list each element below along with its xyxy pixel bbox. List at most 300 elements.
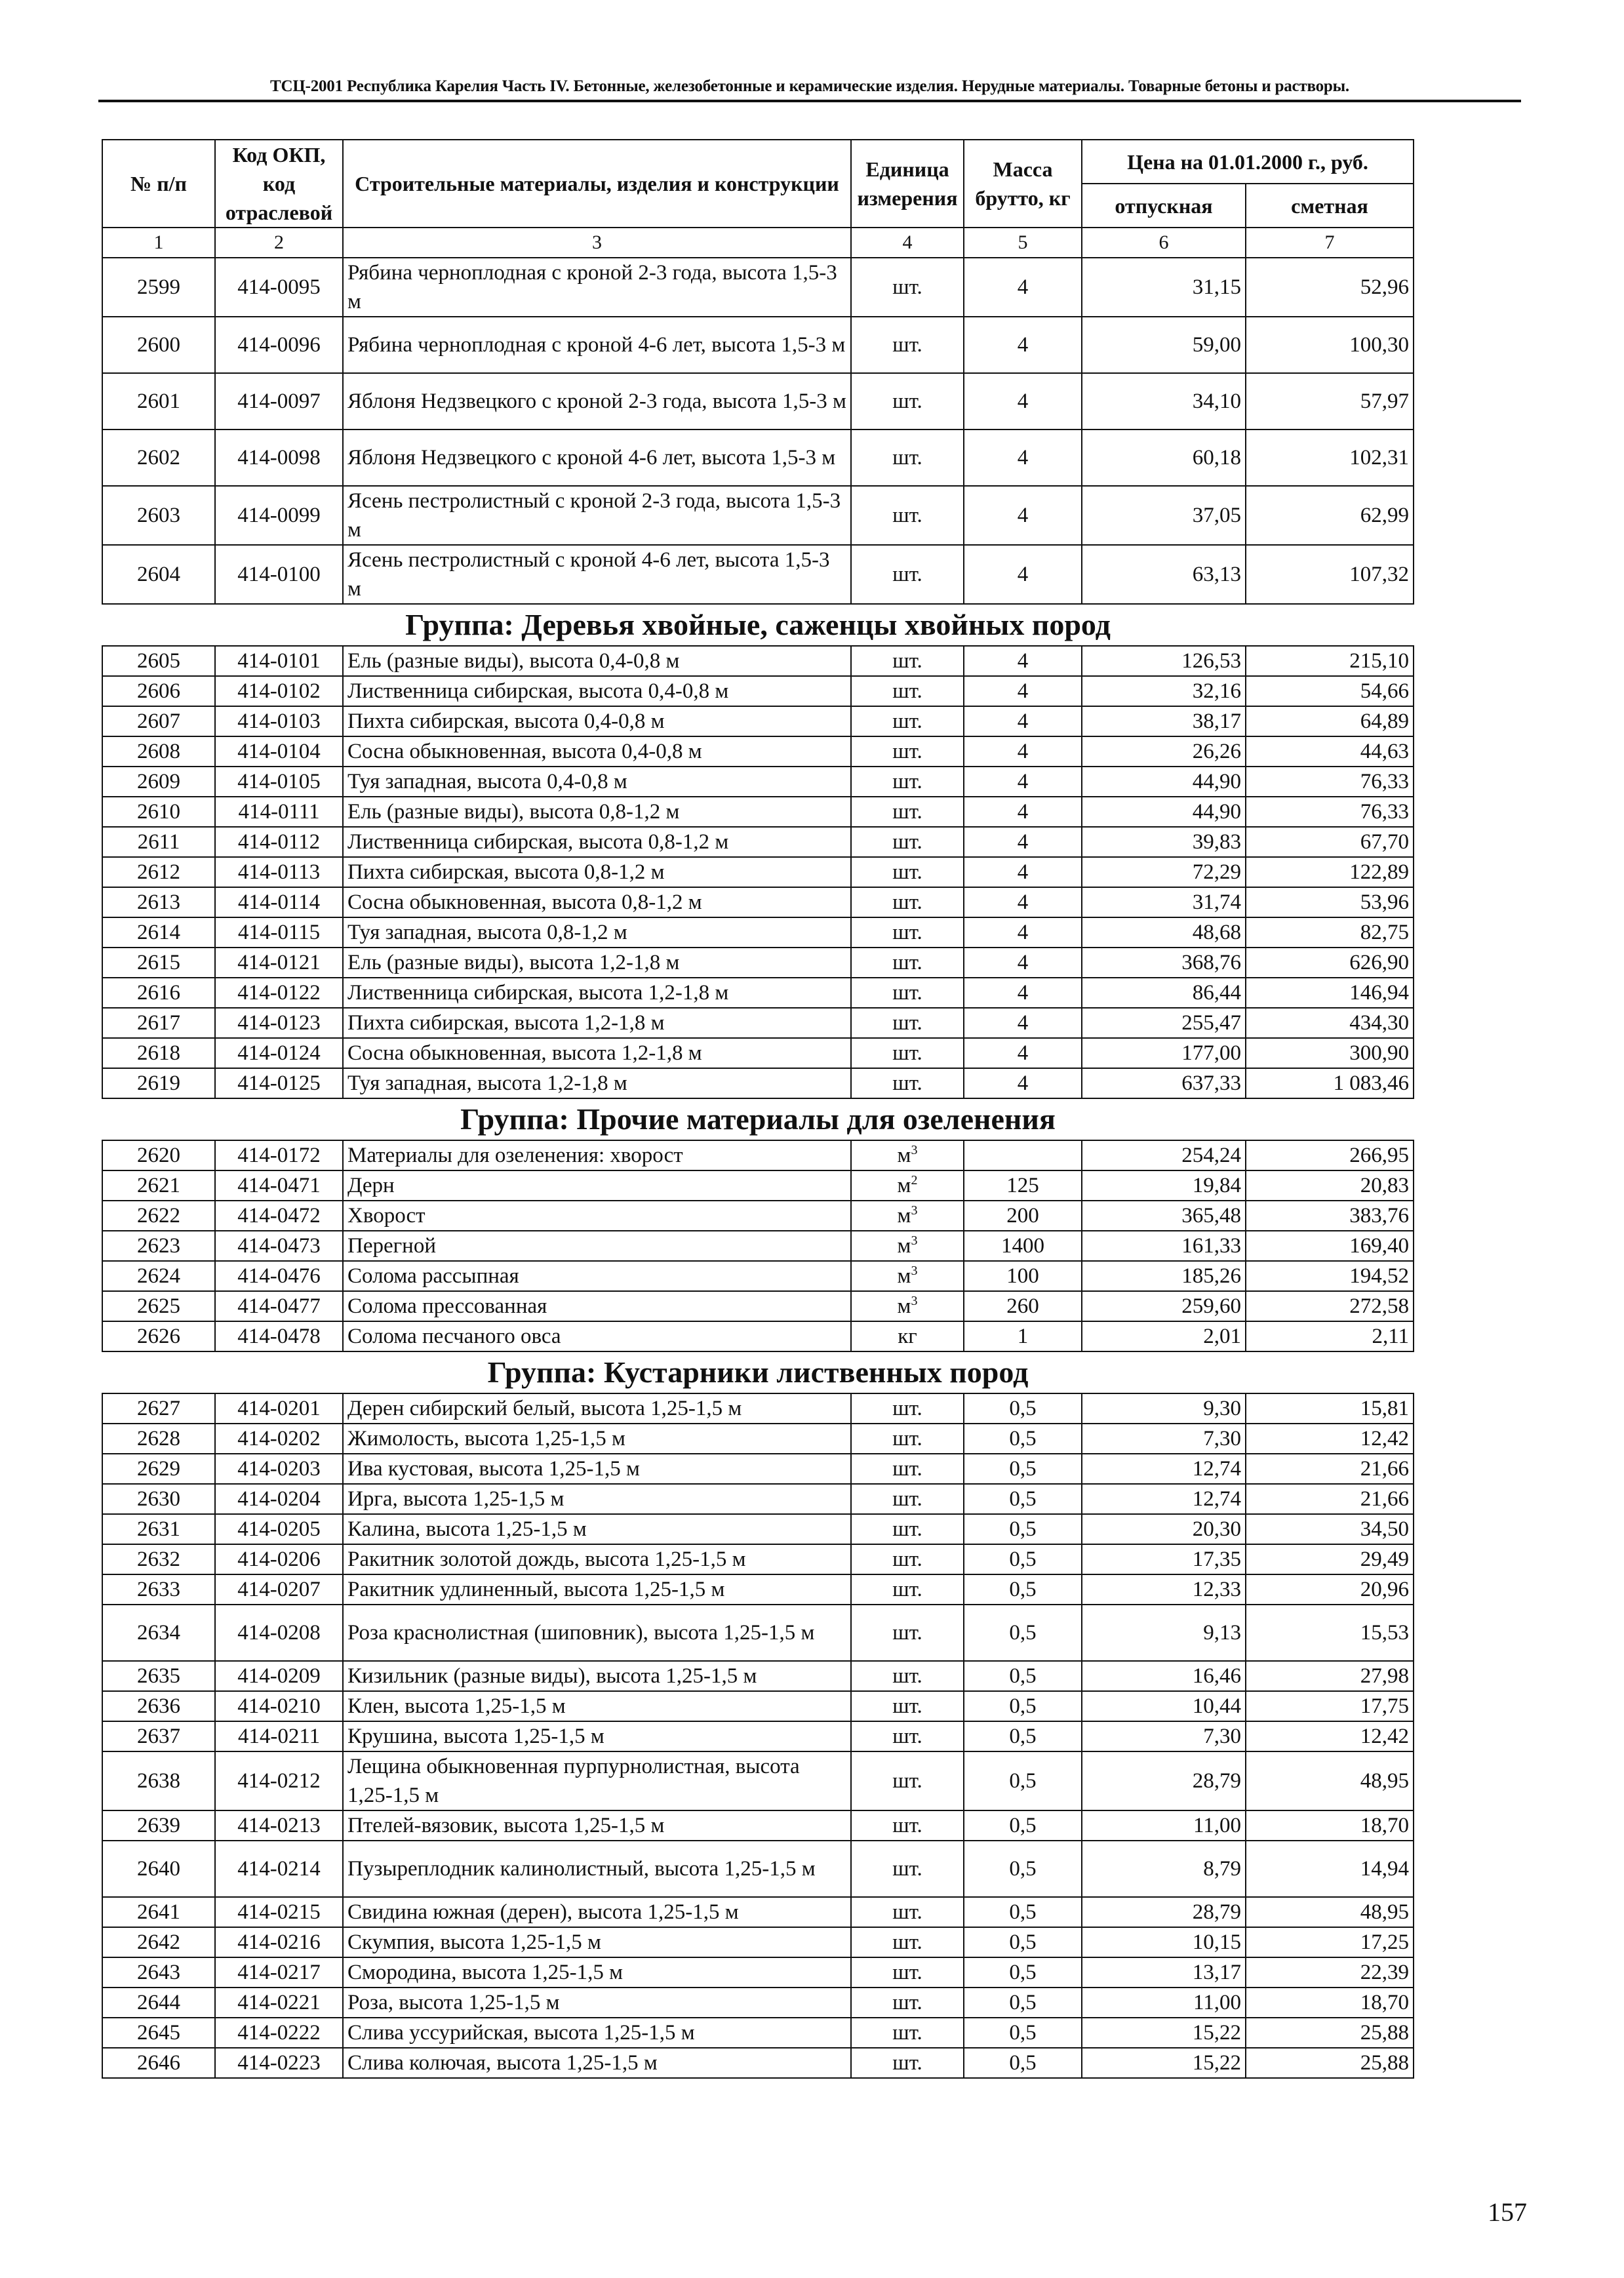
cell-mass: 4: [964, 486, 1082, 545]
cell-num: 2625: [102, 1291, 215, 1321]
cell-code: 414-0123: [215, 1008, 343, 1038]
col-header-release: отпускная: [1082, 184, 1246, 228]
cell-code: 414-0111: [215, 797, 343, 827]
cell-num: 2600: [102, 317, 215, 373]
cell-mass: 0,5: [964, 1988, 1082, 2018]
cell-mass: 260: [964, 1291, 1082, 1321]
cell-code: 414-0101: [215, 646, 343, 676]
unit-exponent: 3: [911, 1294, 918, 1308]
table-row: [102, 1927, 1414, 1957]
cell-name: Рябина черноплодная с кроной 4-6 лет, высота 1,5-3 м: [343, 317, 851, 373]
cell-name: Материалы для озеленения: хворост: [343, 1140, 851, 1170]
cell-release-price: 37,05: [1082, 486, 1246, 545]
column-number: 4: [851, 228, 964, 258]
cell-estimate-price: 12,42: [1246, 1721, 1414, 1751]
cell-code: 414-0212: [215, 1751, 343, 1810]
column-number: 7: [1246, 228, 1414, 258]
cell-release-price: 7,30: [1082, 1721, 1246, 1751]
cell-release-price: 28,79: [1082, 1897, 1246, 1927]
cell-unit: шт.: [851, 545, 964, 604]
table-row: [102, 1484, 1414, 1514]
table-row: [102, 1751, 1414, 1810]
cell-estimate-price: 14,94: [1246, 1841, 1414, 1897]
cell-name: Дерен сибирский белый, высота 1,25-1,5 м: [343, 1393, 851, 1424]
cell-code: 414-0217: [215, 1957, 343, 1988]
cell-name: Ива кустовая, высота 1,25-1,5 м: [343, 1454, 851, 1484]
table-row: [102, 1140, 1414, 1170]
cell-num: 2613: [102, 887, 215, 917]
cell-mass: 4: [964, 706, 1082, 736]
cell-unit: шт.: [851, 917, 964, 948]
cell-mass: 1400: [964, 1231, 1082, 1261]
cell-unit: [851, 1231, 964, 1261]
cell-unit: шт.: [851, 1544, 964, 1574]
cell-name: Клен, высота 1,25-1,5 м: [343, 1691, 851, 1721]
cell-name: Птелей-вязовик, высота 1,25-1,5 м: [343, 1810, 851, 1841]
cell-release-price: 31,15: [1082, 258, 1246, 317]
cell-num: 2644: [102, 1988, 215, 2018]
group-heading-row: [102, 1098, 1414, 1140]
cell-code: 414-0203: [215, 1454, 343, 1484]
table-row: [102, 1008, 1414, 1038]
cell-estimate-price: 25,88: [1246, 2048, 1414, 2078]
cell-estimate-price: 52,96: [1246, 258, 1414, 317]
cell-num: 2634: [102, 1605, 215, 1661]
cell-estimate-price: 194,52: [1246, 1261, 1414, 1291]
cell-name: Кизильник (разные виды), высота 1,25-1,5 м: [343, 1661, 851, 1691]
cell-unit: шт.: [851, 2048, 964, 2078]
cell-num: 2604: [102, 545, 215, 604]
cell-code: 414-0112: [215, 827, 343, 857]
cell-code: 414-0221: [215, 1988, 343, 2018]
cell-num: 2621: [102, 1170, 215, 1201]
cell-num: 2637: [102, 1721, 215, 1751]
cell-mass: 0,5: [964, 1810, 1082, 1841]
cell-estimate-price: 76,33: [1246, 797, 1414, 827]
cell-name: Туя западная, высота 0,4-0,8 м: [343, 767, 851, 797]
unit-base: м: [897, 1144, 911, 1167]
cell-release-price: 16,46: [1082, 1661, 1246, 1691]
table-row: [102, 827, 1414, 857]
cell-name: Дерн: [343, 1170, 851, 1201]
cell-estimate-price: 1 083,46: [1246, 1068, 1414, 1098]
cell-mass: 0,5: [964, 1691, 1082, 1721]
cell-unit: [851, 1201, 964, 1231]
cell-num: 2624: [102, 1261, 215, 1291]
cell-mass: 4: [964, 317, 1082, 373]
cell-num: 2641: [102, 1897, 215, 1927]
cell-estimate-price: 15,81: [1246, 1393, 1414, 1424]
cell-estimate-price: 44,63: [1246, 736, 1414, 767]
table-row: [102, 1038, 1414, 1068]
cell-mass: 0,5: [964, 1841, 1082, 1897]
cell-release-price: 10,15: [1082, 1927, 1246, 1957]
cell-unit: шт.: [851, 486, 964, 545]
column-number: 3: [343, 228, 851, 258]
table-row: [102, 430, 1414, 486]
cell-estimate-price: 22,39: [1246, 1957, 1414, 1988]
cell-name: Пихта сибирская, высота 0,4-0,8 м: [343, 706, 851, 736]
cell-code: 414-0095: [215, 258, 343, 317]
table-row: [102, 1841, 1414, 1897]
cell-code: 414-0122: [215, 978, 343, 1008]
cell-num: 2633: [102, 1574, 215, 1605]
col-header-code: Код ОКП, код отраслевой: [215, 140, 343, 228]
table-row: [102, 646, 1414, 676]
cell-name: Яблоня Недзвецкого с кроной 2-3 года, высота 1,5-3 м: [343, 373, 851, 430]
column-number: 5: [964, 228, 1082, 258]
cell-code: 414-0478: [215, 1321, 343, 1351]
cell-estimate-price: 272,58: [1246, 1291, 1414, 1321]
cell-release-price: 365,48: [1082, 1201, 1246, 1231]
cell-mass: 0,5: [964, 1454, 1082, 1484]
cell-name: Сосна обыкновенная, высота 1,2-1,8 м: [343, 1038, 851, 1068]
cell-name: Сосна обыкновенная, высота 0,4-0,8 м: [343, 736, 851, 767]
cell-estimate-price: 53,96: [1246, 887, 1414, 917]
cell-mass: 4: [964, 767, 1082, 797]
cell-num: 2632: [102, 1544, 215, 1574]
cell-unit: шт.: [851, 258, 964, 317]
table-row: [102, 1574, 1414, 1605]
cell-code: 414-0104: [215, 736, 343, 767]
cell-name: Ель (разные виды), высота 0,8-1,2 м: [343, 797, 851, 827]
group-heading: Группа: Прочие материалы для озеленения: [102, 1098, 1414, 1140]
cell-code: 414-0213: [215, 1810, 343, 1841]
cell-release-price: 368,76: [1082, 948, 1246, 978]
cell-num: 2620: [102, 1140, 215, 1170]
cell-estimate-price: 17,75: [1246, 1691, 1414, 1721]
cell-estimate-price: 48,95: [1246, 1897, 1414, 1927]
cell-num: 2609: [102, 767, 215, 797]
cell-name: Туя западная, высота 0,8-1,2 м: [343, 917, 851, 948]
cell-release-price: 161,33: [1082, 1231, 1246, 1261]
cell-mass: 100: [964, 1261, 1082, 1291]
cell-release-price: 86,44: [1082, 978, 1246, 1008]
cell-unit: шт.: [851, 317, 964, 373]
cell-name: Солома прессованная: [343, 1291, 851, 1321]
cell-release-price: 185,26: [1082, 1261, 1246, 1291]
table-row: [102, 486, 1414, 545]
cell-unit: шт.: [851, 1008, 964, 1038]
cell-code: 414-0207: [215, 1574, 343, 1605]
cell-code: 414-0222: [215, 2018, 343, 2048]
cell-name: Пихта сибирская, высота 0,8-1,2 м: [343, 857, 851, 887]
cell-unit: [851, 1170, 964, 1201]
cell-num: 2622: [102, 1201, 215, 1231]
cell-release-price: 19,84: [1082, 1170, 1246, 1201]
cell-code: 414-0097: [215, 373, 343, 430]
cell-mass: 4: [964, 887, 1082, 917]
cell-code: 414-0114: [215, 887, 343, 917]
cell-release-price: 60,18: [1082, 430, 1246, 486]
cell-mass: 0,5: [964, 1927, 1082, 1957]
cell-mass: 0,5: [964, 2018, 1082, 2048]
cell-unit: шт.: [851, 1454, 964, 1484]
cell-mass: 0,5: [964, 1544, 1082, 1574]
cell-estimate-price: 54,66: [1246, 676, 1414, 706]
cell-code: 414-0100: [215, 545, 343, 604]
cell-num: 2631: [102, 1514, 215, 1544]
cell-num: 2640: [102, 1841, 215, 1897]
unit-exponent: 3: [911, 1203, 918, 1218]
cell-code: 414-0473: [215, 1231, 343, 1261]
cell-estimate-price: 146,94: [1246, 978, 1414, 1008]
cell-estimate-price: 29,49: [1246, 1544, 1414, 1574]
table-row: [102, 545, 1414, 604]
cell-release-price: 20,30: [1082, 1514, 1246, 1544]
cell-estimate-price: 122,89: [1246, 857, 1414, 887]
cell-unit: шт.: [851, 1957, 964, 1988]
cell-num: 2630: [102, 1484, 215, 1514]
cell-name: Пузыреплодник калинолистный, высота 1,25-1,5 м: [343, 1841, 851, 1897]
cell-unit: шт.: [851, 736, 964, 767]
cell-name: Скумпия, высота 1,25-1,5 м: [343, 1927, 851, 1957]
cell-unit: шт.: [851, 887, 964, 917]
cell-name: Смородина, высота 1,25-1,5 м: [343, 1957, 851, 1988]
unit-exponent: 2: [911, 1173, 918, 1188]
table-row: [102, 1321, 1414, 1351]
cell-release-price: 39,83: [1082, 827, 1246, 857]
unit-base: м: [897, 1204, 911, 1228]
cell-num: 2623: [102, 1231, 215, 1261]
group-heading-row: [102, 604, 1414, 646]
cell-unit: шт.: [851, 1574, 964, 1605]
cell-code: 414-0206: [215, 1544, 343, 1574]
col-header-price: Цена на 01.01.2000 г., руб.: [1082, 140, 1414, 184]
cell-name: Калина, высота 1,25-1,5 м: [343, 1514, 851, 1544]
cell-unit: шт.: [851, 1605, 964, 1661]
cell-release-price: 26,26: [1082, 736, 1246, 767]
cell-estimate-price: 169,40: [1246, 1231, 1414, 1261]
cell-code: 414-0216: [215, 1927, 343, 1957]
cell-unit: шт.: [851, 827, 964, 857]
cell-unit: шт.: [851, 767, 964, 797]
cell-unit: шт.: [851, 857, 964, 887]
cell-estimate-price: 12,42: [1246, 1424, 1414, 1454]
cell-estimate-price: 17,25: [1246, 1927, 1414, 1957]
cell-unit: шт.: [851, 1810, 964, 1841]
cell-unit: шт.: [851, 676, 964, 706]
unit-exponent: 3: [911, 1233, 918, 1248]
table-row: [102, 2048, 1414, 2078]
cell-name: Ракитник удлиненный, высота 1,25-1,5 м: [343, 1574, 851, 1605]
unit-base: м: [897, 1234, 911, 1258]
cell-num: 2626: [102, 1321, 215, 1351]
cell-release-price: 10,44: [1082, 1691, 1246, 1721]
cell-estimate-price: 27,98: [1246, 1661, 1414, 1691]
cell-code: 414-0096: [215, 317, 343, 373]
cell-num: 2638: [102, 1751, 215, 1810]
cell-code: 414-0209: [215, 1661, 343, 1691]
cell-unit: шт.: [851, 1424, 964, 1454]
cell-release-price: 28,79: [1082, 1751, 1246, 1810]
col-header-unit: Единица измерения: [851, 140, 964, 228]
column-number: 1: [102, 228, 215, 258]
cell-code: 414-0471: [215, 1170, 343, 1201]
cell-unit: шт.: [851, 1721, 964, 1751]
cell-estimate-price: 34,50: [1246, 1514, 1414, 1544]
cell-estimate-price: 383,76: [1246, 1201, 1414, 1231]
table-row: [102, 1170, 1414, 1201]
cell-unit: шт.: [851, 948, 964, 978]
cell-num: 2601: [102, 373, 215, 430]
cell-release-price: 31,74: [1082, 887, 1246, 917]
cell-estimate-price: 18,70: [1246, 1810, 1414, 1841]
cell-mass: 0,5: [964, 1661, 1082, 1691]
cell-mass: 0,5: [964, 1751, 1082, 1810]
cell-num: 2605: [102, 646, 215, 676]
cell-mass: 4: [964, 430, 1082, 486]
cell-num: 2627: [102, 1393, 215, 1424]
cell-name: Солома песчаного овса: [343, 1321, 851, 1351]
cell-num: 2628: [102, 1424, 215, 1454]
cell-estimate-price: 18,70: [1246, 1988, 1414, 2018]
cell-estimate-price: 300,90: [1246, 1038, 1414, 1068]
cell-estimate-price: 21,66: [1246, 1484, 1414, 1514]
cell-num: 2608: [102, 736, 215, 767]
cell-mass: 4: [964, 857, 1082, 887]
cell-mass: 4: [964, 1068, 1082, 1098]
cell-num: 2610: [102, 797, 215, 827]
cell-estimate-price: 100,30: [1246, 317, 1414, 373]
cell-unit: шт.: [851, 1393, 964, 1424]
price-table: [102, 139, 1414, 2079]
unit-base: м: [897, 1264, 911, 1288]
cell-estimate-price: 2,11: [1246, 1321, 1414, 1351]
cell-mass: 0,5: [964, 1721, 1082, 1751]
cell-mass: 4: [964, 373, 1082, 430]
cell-name: Роза краснолистная (шиповник), высота 1,25-1,5 м: [343, 1605, 851, 1661]
table-row: [102, 1231, 1414, 1261]
table-row: [102, 2018, 1414, 2048]
cell-release-price: 259,60: [1082, 1291, 1246, 1321]
table-row: [102, 1201, 1414, 1231]
cell-release-price: 126,53: [1082, 646, 1246, 676]
cell-code: 414-0204: [215, 1484, 343, 1514]
cell-name: Ясень пестролистный с кроной 2-3 года, высота 1,5-3 м: [343, 486, 851, 545]
cell-num: 2645: [102, 2018, 215, 2048]
cell-unit: шт.: [851, 2018, 964, 2048]
cell-release-price: 48,68: [1082, 917, 1246, 948]
table-row: [102, 1544, 1414, 1574]
cell-code: 414-0115: [215, 917, 343, 948]
cell-num: 2615: [102, 948, 215, 978]
cell-mass: 0,5: [964, 1957, 1082, 1988]
cell-num: 2599: [102, 258, 215, 317]
unit-exponent: 3: [911, 1264, 918, 1278]
cell-num: 2639: [102, 1810, 215, 1841]
cell-num: 2629: [102, 1454, 215, 1484]
cell-name: Хворост: [343, 1201, 851, 1231]
cell-code: 414-0201: [215, 1393, 343, 1424]
table-row: [102, 1957, 1414, 1988]
cell-unit: кг: [851, 1321, 964, 1351]
cell-estimate-price: 25,88: [1246, 2018, 1414, 2048]
cell-estimate-price: 62,99: [1246, 486, 1414, 545]
table-row: [102, 1988, 1414, 2018]
cell-unit: [851, 1261, 964, 1291]
table-row: [102, 1810, 1414, 1841]
cell-code: 414-0113: [215, 857, 343, 887]
cell-code: 414-0102: [215, 676, 343, 706]
cell-code: 414-0476: [215, 1261, 343, 1291]
cell-estimate-price: 20,96: [1246, 1574, 1414, 1605]
table-row: [102, 978, 1414, 1008]
cell-mass: 0,5: [964, 1484, 1082, 1514]
group-heading: Группа: Деревья хвойные, саженцы хвойных пород: [102, 604, 1414, 646]
cell-release-price: 12,33: [1082, 1574, 1246, 1605]
cell-num: 2616: [102, 978, 215, 1008]
table-header: [102, 140, 1414, 258]
cell-name: Крушина, высота 1,25-1,5 м: [343, 1721, 851, 1751]
col-header-estimate: сметная: [1246, 184, 1414, 228]
cell-release-price: 177,00: [1082, 1038, 1246, 1068]
table-row: [102, 706, 1414, 736]
cell-release-price: 34,10: [1082, 373, 1246, 430]
cell-mass: 0,5: [964, 1605, 1082, 1661]
cell-unit: шт.: [851, 1988, 964, 2018]
cell-code: 414-0125: [215, 1068, 343, 1098]
cell-mass: 200: [964, 1201, 1082, 1231]
cell-unit: шт.: [851, 1484, 964, 1514]
cell-mass: 0,5: [964, 1574, 1082, 1605]
table-row: [102, 736, 1414, 767]
cell-estimate-price: 15,53: [1246, 1605, 1414, 1661]
cell-code: 414-0208: [215, 1605, 343, 1661]
cell-name: Свидина южная (дерен), высота 1,25-1,5 м: [343, 1897, 851, 1927]
cell-code: 414-0105: [215, 767, 343, 797]
cell-unit: шт.: [851, 1841, 964, 1897]
cell-estimate-price: 57,97: [1246, 373, 1414, 430]
cell-name: Жимолость, высота 1,25-1,5 м: [343, 1424, 851, 1454]
cell-unit: шт.: [851, 1514, 964, 1544]
cell-estimate-price: 20,83: [1246, 1170, 1414, 1201]
table-row: [102, 1424, 1414, 1454]
cell-release-price: 8,79: [1082, 1841, 1246, 1897]
table-row: [102, 676, 1414, 706]
cell-name: Лещина обыкновенная пурпурнолистная, высота 1,25-1,5 м: [343, 1751, 851, 1810]
cell-name: Сосна обыкновенная, высота 0,8-1,2 м: [343, 887, 851, 917]
cell-unit: шт.: [851, 978, 964, 1008]
cell-unit: [851, 1140, 964, 1170]
cell-code: 414-0121: [215, 948, 343, 978]
cell-release-price: 63,13: [1082, 545, 1246, 604]
cell-mass: 1: [964, 1321, 1082, 1351]
running-header: ТСЦ-2001 Республика Карелия Часть IV. Бетонные, железобетонные и керамические изделия. Нерудные материалы. Товарные бетоны и растворы.: [98, 77, 1521, 102]
cell-name: Ирга, высота 1,25-1,5 м: [343, 1484, 851, 1514]
table-row: [102, 917, 1414, 948]
cell-num: 2602: [102, 430, 215, 486]
cell-release-price: 12,74: [1082, 1454, 1246, 1484]
cell-name: Роза, высота 1,25-1,5 м: [343, 1988, 851, 2018]
table-row: [102, 1068, 1414, 1098]
cell-unit: шт.: [851, 1661, 964, 1691]
table-row: [102, 317, 1414, 373]
cell-code: 414-0124: [215, 1038, 343, 1068]
cell-mass: 0,5: [964, 1897, 1082, 1927]
cell-mass: 4: [964, 646, 1082, 676]
table-row: [102, 767, 1414, 797]
cell-unit: шт.: [851, 1897, 964, 1927]
cell-mass: 4: [964, 736, 1082, 767]
cell-num: 2612: [102, 857, 215, 887]
cell-num: 2603: [102, 486, 215, 545]
cell-release-price: 72,29: [1082, 857, 1246, 887]
cell-name: Ясень пестролистный с кроной 4-6 лет, высота 1,5-3 м: [343, 545, 851, 604]
cell-mass: 4: [964, 797, 1082, 827]
col-header-mass: Масса брутто, кг: [964, 140, 1082, 228]
unit-base: м: [897, 1174, 911, 1197]
